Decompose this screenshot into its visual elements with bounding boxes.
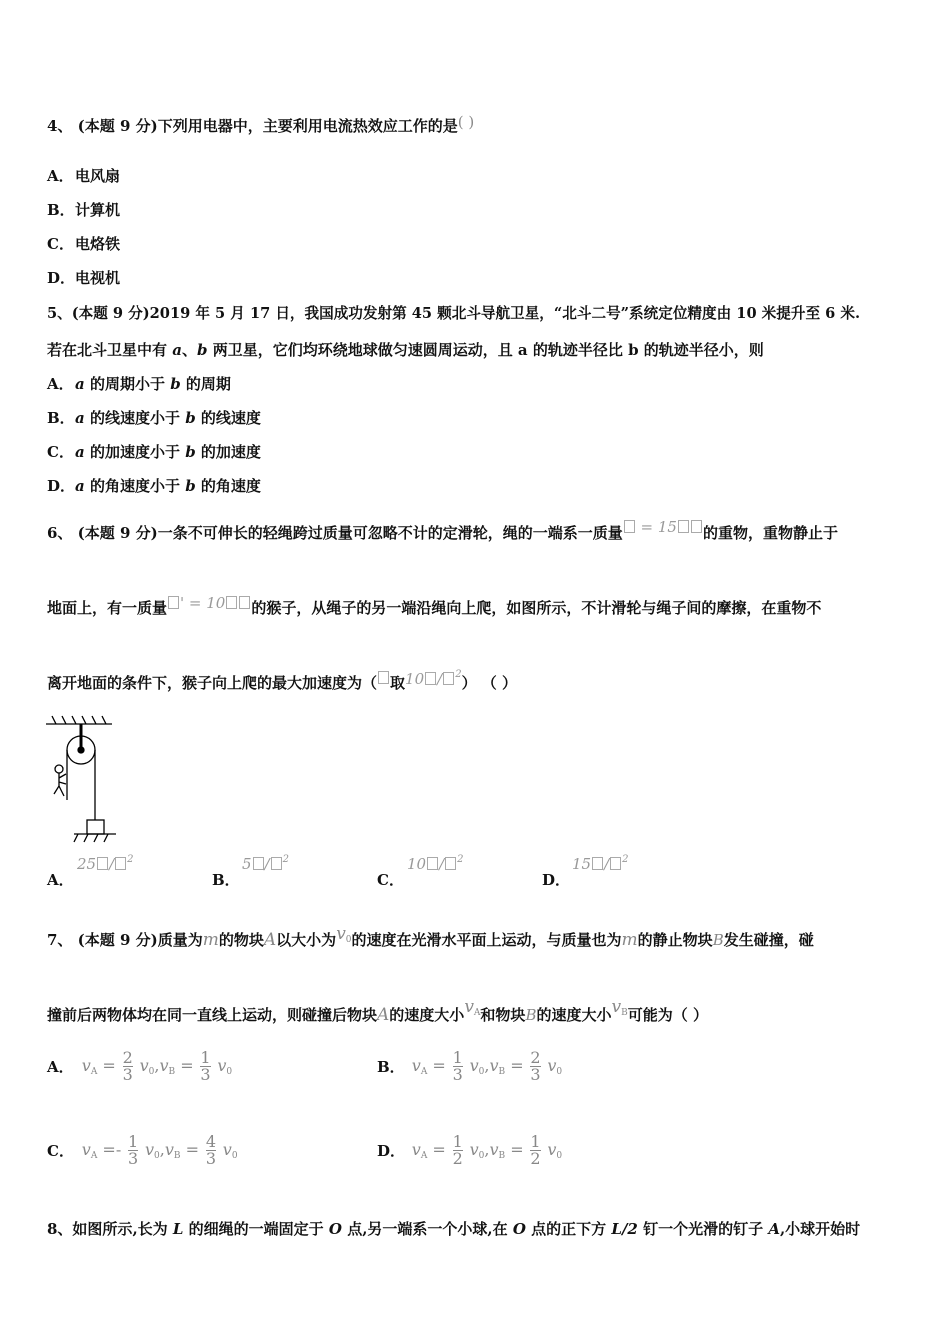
q6-mass-heavy: = 15 — [623, 518, 703, 536]
q4-option-d: D．电视机 — [47, 269, 121, 287]
q6-option-b: B．5 / $^2$ — [212, 854, 289, 889]
q6-mass-monkey: ' = 10 — [167, 594, 251, 612]
q7-stem-line2: 撞前后两物体均在同一直线上运动，则碰撞后物块A的速度大小$v_A$和物块B的速度大小$v_B$可能为（ ） — [47, 997, 708, 1025]
q5-option-a: A．a 的周期小于 b 的周期 — [47, 375, 231, 393]
q6-stem-line2: 地面上，有一质量 ' = 10 的猴子，从绳子的另一端沿绳向上爬，如图所示，不计滑轮与绳子间的摩擦，在重物不 — [47, 594, 822, 617]
pulley-figure — [44, 712, 124, 844]
monkey-body — [54, 773, 66, 796]
q4-stem: 4、 (本题 9 分)下列用电器中，主要利用电流热效应工作的是( ) — [47, 113, 475, 135]
q6-stem-line1: 6、 (本题 9 分)一条不可伸长的轻绳跨过质量可忽略不计的定滑轮，绳的一端系一质量 = 15 的重物，重物静止于 — [47, 518, 838, 542]
q4-paren: ( ) — [457, 113, 475, 131]
q5-option-b: B．a 的线速度小于 b 的线速度 — [47, 409, 261, 427]
weight-block — [87, 820, 104, 834]
q4-option-c: C．电烙铁 — [47, 235, 121, 253]
q5-option-c: C．a 的加速度小于 b 的加速度 — [47, 443, 261, 461]
monkey-head — [55, 765, 63, 773]
q8-stem-line1: 8、如图所示,长为 L 的细绳的一端固定于 O 点,另一端系一个小球,在 O 点的正下方 L/2 钉一个光滑的钉子 A,小球开始时 — [47, 1220, 861, 1238]
q7-option-c: C． $v_A$ =- $\frac{1}{3}$ $v_0,v_B$ = $\frac{4}{3}$ $v_0$ — [47, 1132, 238, 1168]
q6-option-c: C．10 / $^2$ — [377, 854, 464, 889]
q7-option-a: A． $v_A$ = $\frac{2}{3}$ $v_0,v_B$ = $\frac{1}{3}$ $v_0$ — [47, 1048, 233, 1084]
q5-stem-line2: 若在北斗卫星中有 a、b 两卫星，它们均环绕地球做匀速圆周运动，且 a 的轨迹半径比 b 的轨迹半径小，则 — [47, 341, 764, 359]
q6-option-d: D．15 / $^2$ — [542, 854, 629, 889]
q7-option-d: D． $v_A$ = $\frac{1}{2}$ $v_0,v_B$ = $\frac{1}{2}$ $v_0$ — [377, 1132, 563, 1168]
q7-stem-line1: 7、 (本题 9 分)质量为m的物块A以大小为$v_0$的速度在光滑水平面上运动，与质量也为m的静止物块B发生碰撞，碰 — [47, 924, 814, 950]
q6-g-value: 10 / $^2$ — [405, 669, 462, 688]
q6-stem-line3: 离开地面的条件下，猴子向上爬的最大加速度为（ 取10 / $^2$） （ ） — [47, 669, 518, 692]
q5-stem-line1: 5、(本题 9 分)2019 年 5 月 17 日，我国成功发射第 45 颗北斗导航卫星，“北斗二号”系统定位精度由 10 米提升至 6 米. — [47, 305, 861, 322]
q4-option-b: B．计算机 — [47, 201, 121, 219]
q7-option-b: B． $v_A$ = $\frac{1}{3}$ $v_0,v_B$ = $\frac{2}{3}$ $v_0$ — [377, 1048, 563, 1084]
q4-option-a: A．电风扇 — [47, 167, 121, 185]
q6-option-a: A．25 / $^2$ — [47, 854, 134, 889]
q5-option-d: D．a 的角速度小于 b 的角速度 — [47, 477, 261, 495]
